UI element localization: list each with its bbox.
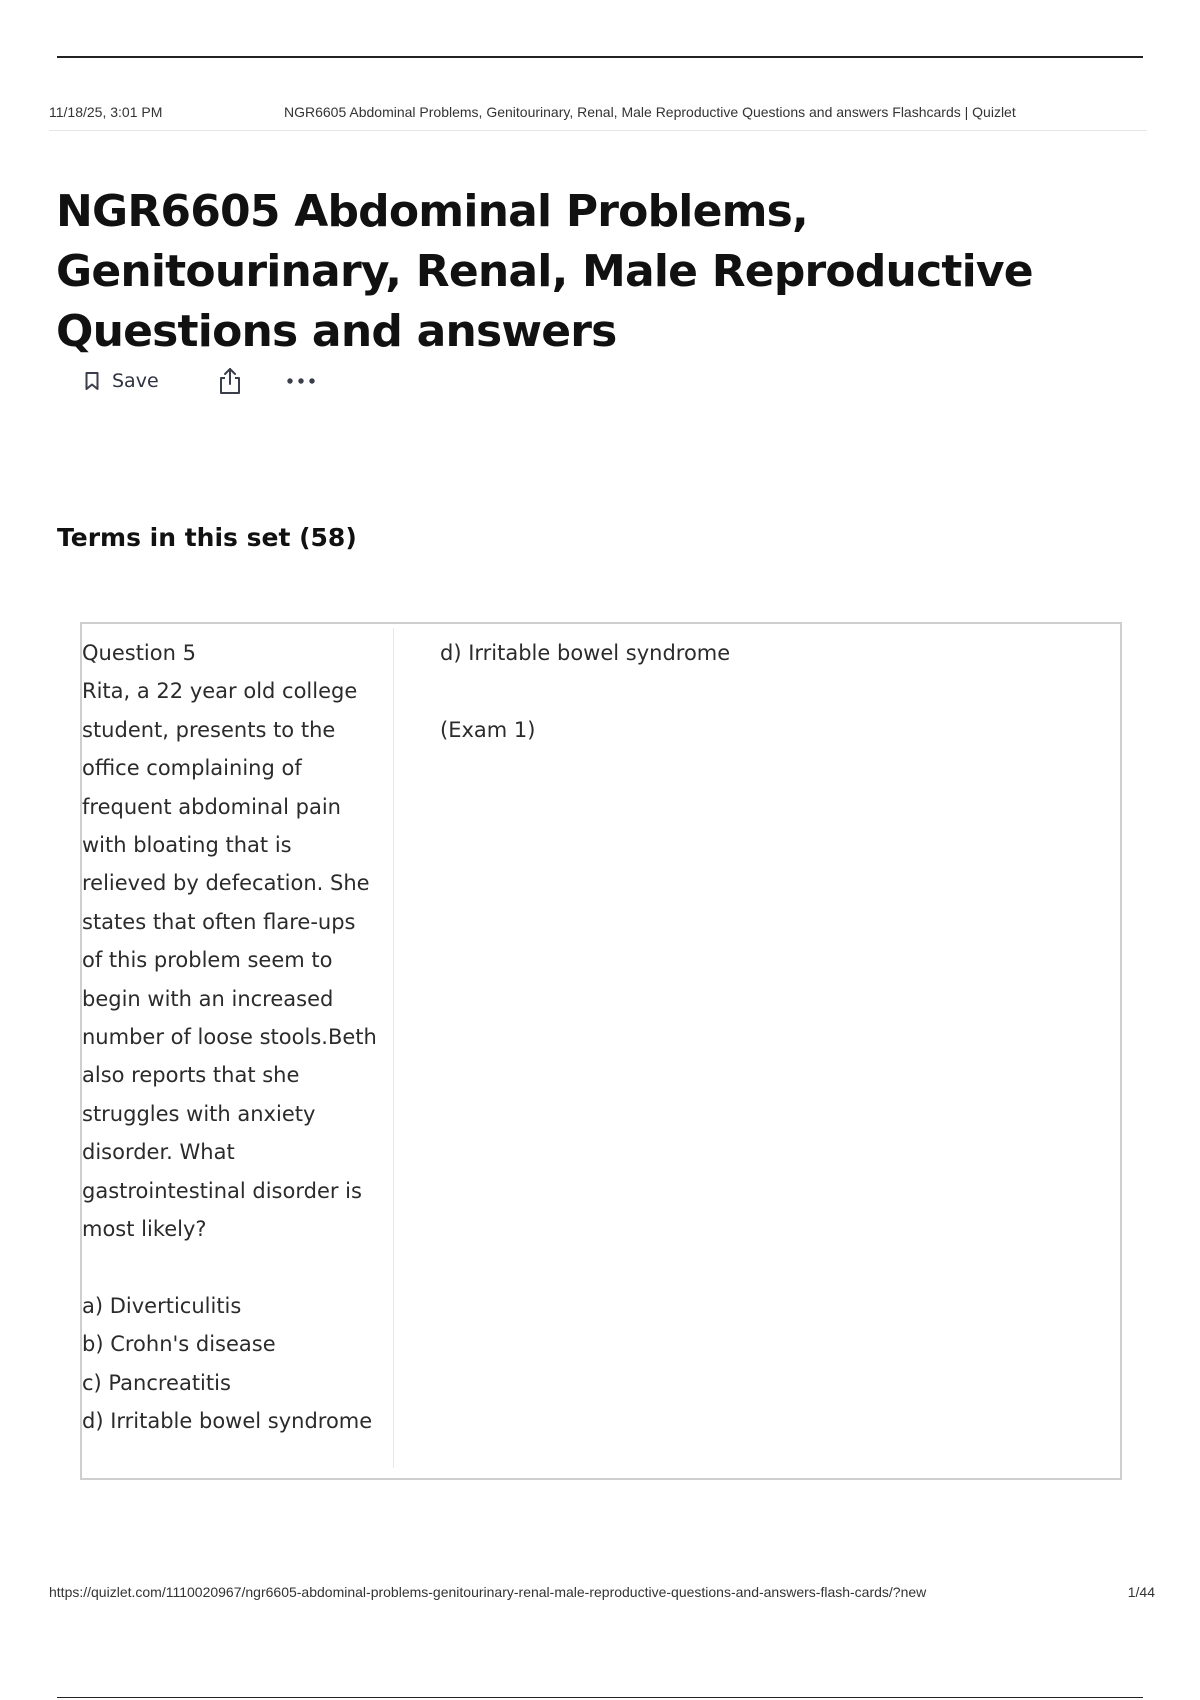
card-definition: d) Irritable bowel syndrome (Exam 1) [440,641,731,742]
card-term: Question 5 Rita, a 22 year old college student, presents to the office complaining of frequent abdominal pain with bloating that is relieved by defecation. She states that often flare-ups of this problem seem to begin with an increased number of loose stools.Beth also reports that she struggles with anxiety disorder. What gastrointestinal disorder is most likely? a) Diverticulitis b) Crohn's disease c) Pancreatitis d) Irritable bowel syndrome [82,641,377,1434]
flashcard-row [80,622,1122,1480]
print-url: https://quizlet.com/1110020967/ngr6605-abdominal-problems-genitourinary-renal-male-reproductive-questions-and-answers-flash-cards/?new [49,1584,927,1600]
page-title: NGR6605 Abdominal Problems, Genitourinary, Renal, Male Reproductive Questions and answers [56,186,1033,357]
save-button[interactable] [84,362,159,400]
header-divider [49,130,1147,131]
more-horizontal-icon [286,377,316,385]
print-doc-title: NGR6605 Abdominal Problems, Genitourinary, Renal, Male Reproductive Questions and answers Flashcards | Quizlet [284,104,1016,120]
top-rule [57,56,1143,58]
bottom-rule [57,1697,1143,1698]
column-divider [393,628,394,1468]
more-options-button[interactable] [286,362,316,400]
save-label: Save [112,370,159,392]
bookmark-icon [84,371,100,391]
share-button[interactable] [216,362,244,400]
page-number: 1/44 [1127,1584,1155,1600]
print-header [49,104,1149,124]
terms-heading: Terms in this set (58) [57,523,357,552]
share-icon [216,366,244,396]
print-datetime: 11/18/25, 3:01 PM [49,104,163,120]
